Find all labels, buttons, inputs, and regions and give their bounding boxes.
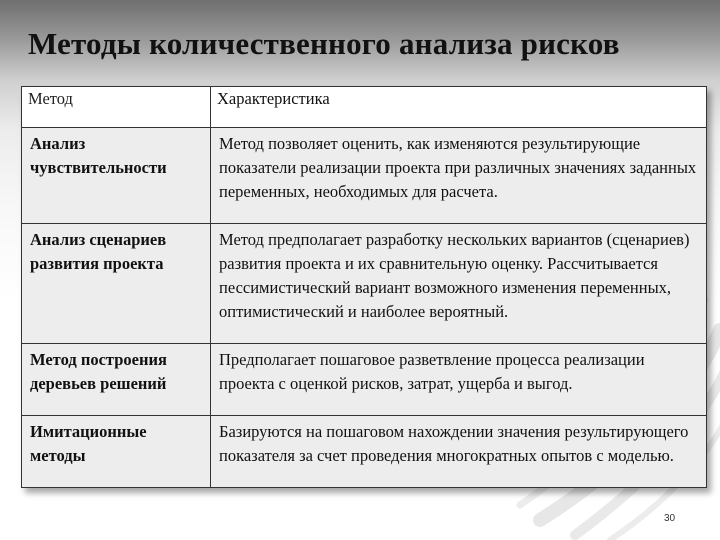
method-description-cell: Базируются на пошаговом нахождении значения результирующего показателя за счет проведения многократных опытов с моделью. <box>211 416 707 488</box>
table-header-row <box>22 87 707 128</box>
method-description-cell: Метод предполагает разработку нескольких вариантов (сценариев) развития проекта и их сравнительную оценку. Рассчитывается пессимистический вариант возможного изменения переменных, оптимистический и наиболее вероятный. <box>211 224 707 344</box>
method-name-cell: Анализ сценариев развития проекта <box>22 224 211 344</box>
method-description-cell: Предполагает пошаговое разветвление процесса реализации проекта с оценкой рисков, затрат, ущерба и выгод. <box>211 344 707 416</box>
table-row <box>22 416 707 488</box>
method-name-cell: Анализ чувствительности <box>22 128 211 224</box>
page-number: 30 <box>664 513 676 524</box>
method-description-cell: Метод позволяет оценить, как изменяются результирующие показатели реализации проекта при различных значениях заданных переменных, необходимых для расчета. <box>211 128 707 224</box>
risk-methods-table <box>21 86 707 488</box>
method-name-cell: Имитационные методы <box>22 416 211 488</box>
table-row <box>22 128 707 224</box>
column-header-method: Метод <box>22 87 211 128</box>
column-header-characteristic: Характеристика <box>211 87 707 128</box>
table-row <box>22 224 707 344</box>
method-name-cell: Метод построения деревьев решений <box>22 344 211 416</box>
slide-title: Методы количественного анализа рисков <box>28 26 620 61</box>
table-row <box>22 344 707 416</box>
